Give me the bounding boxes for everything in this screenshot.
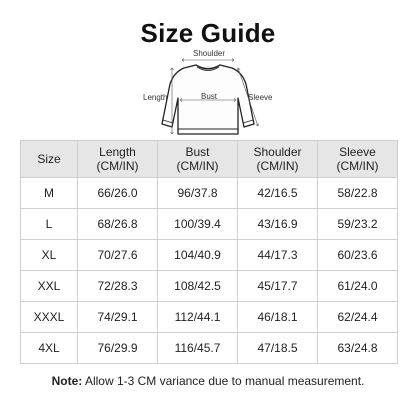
- size-cell: XXXL: [21, 302, 78, 333]
- sleeve-label: Sleeve: [248, 93, 273, 102]
- length-cell: 66/26.0: [78, 178, 158, 209]
- length-cell: 68/26.8: [78, 209, 158, 240]
- header-length: Length (CM/IN): [78, 141, 158, 178]
- sleeve-cell: 59/23.2: [318, 209, 398, 240]
- length-label: Length: [143, 93, 168, 102]
- table-row: [21, 271, 398, 302]
- size-cell: M: [21, 178, 78, 209]
- bust-label: Bust: [201, 92, 218, 101]
- shoulder-cell: 46/18.1: [238, 302, 318, 333]
- shoulder-cell: 45/17.7: [238, 271, 318, 302]
- size-cell: XL: [21, 240, 78, 271]
- table-row: [21, 240, 398, 271]
- length-cell: 76/29.9: [78, 333, 158, 364]
- table-header-row: [21, 141, 398, 178]
- bust-cell: 96/37.8: [158, 178, 238, 209]
- bust-cell: 108/42.5: [158, 271, 238, 302]
- shoulder-cell: 42/16.5: [238, 178, 318, 209]
- note-text: Allow 1-3 CM variance due to manual measurement.: [82, 374, 365, 388]
- length-cell: 72/28.3: [78, 271, 158, 302]
- shoulder-cell: 44/17.3: [238, 240, 318, 271]
- bust-cell: 112/44.1: [158, 302, 238, 333]
- shoulder-cell: 43/16.9: [238, 209, 318, 240]
- bust-cell: 116/45.7: [158, 333, 238, 364]
- table-row: [21, 333, 398, 364]
- size-table: [20, 140, 398, 364]
- sleeve-cell: 58/22.8: [318, 178, 398, 209]
- sleeve-cell: 60/23.6: [318, 240, 398, 271]
- bust-cell: 100/39.4: [158, 209, 238, 240]
- header-sleeve: Sleeve (CM/IN): [318, 141, 398, 178]
- sleeve-cell: 63/24.8: [318, 333, 398, 364]
- size-cell: L: [21, 209, 78, 240]
- length-cell: 70/27.6: [78, 240, 158, 271]
- table-row: [21, 302, 398, 333]
- sleeve-cell: 62/24.4: [318, 302, 398, 333]
- sweatshirt-diagram: [138, 48, 278, 140]
- sleeve-cell: 61/24.0: [318, 271, 398, 302]
- header-size: Size: [21, 141, 78, 178]
- length-cell: 74/29.1: [78, 302, 158, 333]
- note-label: Note:: [51, 374, 83, 388]
- variance-note: [0, 374, 416, 388]
- shoulder-label: Shoulder: [193, 49, 226, 58]
- bust-cell: 104/40.9: [158, 240, 238, 271]
- size-cell: 4XL: [21, 333, 78, 364]
- page-title: Size Guide: [140, 18, 276, 48]
- size-cell: XXL: [21, 271, 78, 302]
- header-bust: Bust (CM/IN): [158, 141, 238, 178]
- shoulder-cell: 47/18.5: [238, 333, 318, 364]
- header-shoulder: Shoulder (CM/IN): [238, 141, 318, 178]
- table-row: [21, 209, 398, 240]
- table-row: [21, 178, 398, 209]
